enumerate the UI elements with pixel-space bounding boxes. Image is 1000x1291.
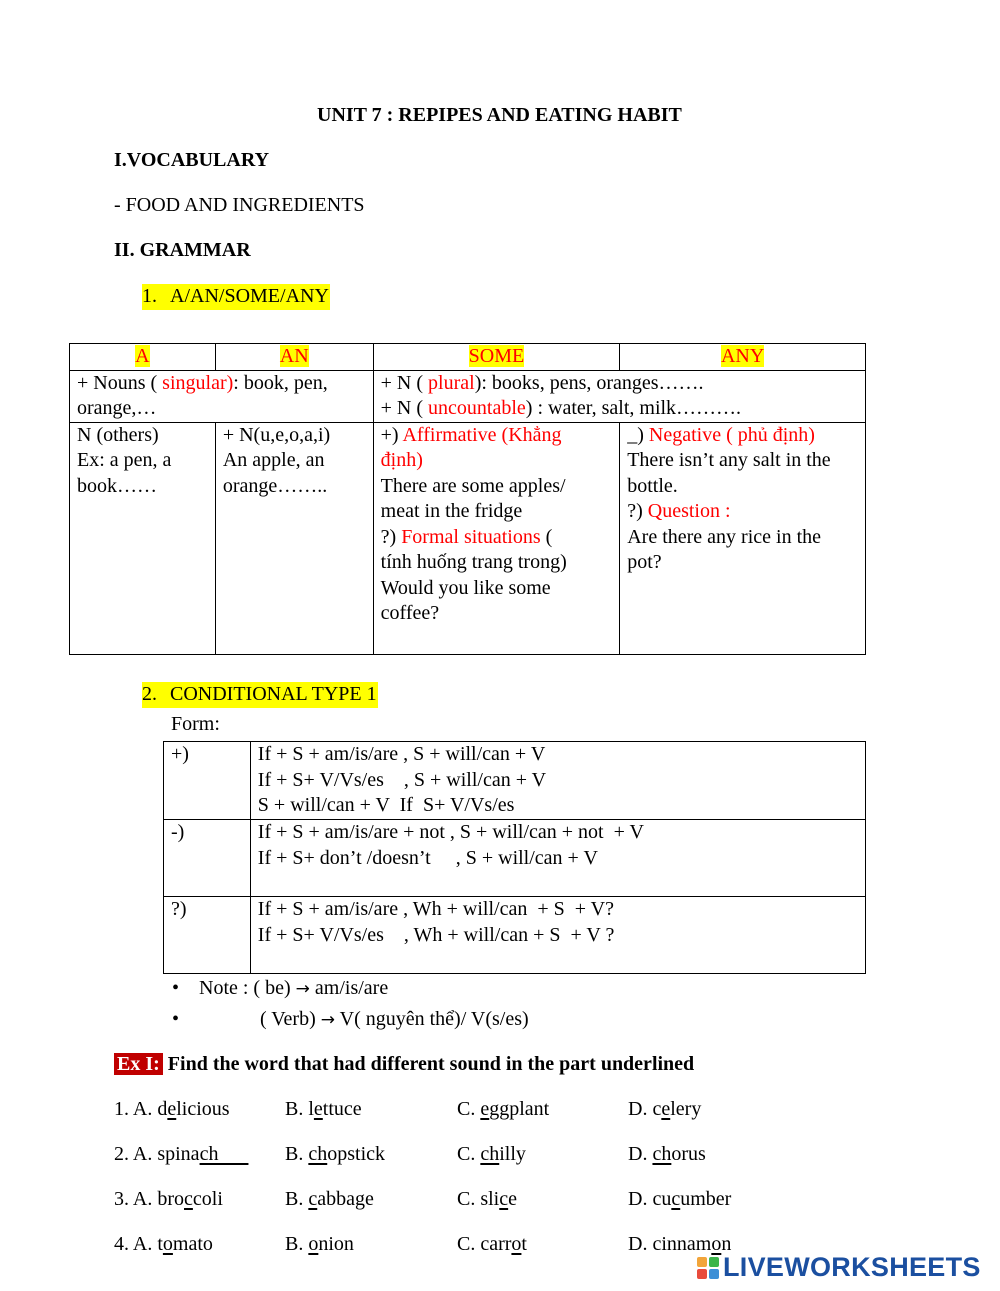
section-1-heading bbox=[142, 284, 330, 310]
underlined-part: c bbox=[184, 1188, 193, 1210]
underlined-part: o bbox=[511, 1233, 522, 1255]
liveworksheets-logo bbox=[697, 1252, 981, 1284]
logo-text: LIVEWORKSHEETS bbox=[723, 1252, 981, 1283]
section-2-heading bbox=[142, 682, 378, 708]
cell-a-an-nouns: + Nouns ( singular): book, pen, orange,… bbox=[70, 370, 374, 422]
conditional-forms: If + S + am/is/are + not , S + will/can + not + V If + S+ don’t /doesn’t , S + will/can + V bbox=[250, 820, 865, 897]
question-2-option-d: D. chorus bbox=[628, 1143, 706, 1165]
conditional-sign: ?) bbox=[164, 897, 251, 974]
articles-header-row bbox=[70, 344, 866, 371]
question-1-option-b: B. lettuce bbox=[285, 1098, 362, 1120]
section-1-number: 1. bbox=[142, 285, 157, 307]
conditional-row-negative bbox=[164, 820, 866, 897]
question-3-option-d: D. cucumber bbox=[628, 1188, 732, 1210]
header-any: ANY bbox=[620, 344, 866, 371]
conditional-row-positive bbox=[164, 742, 866, 820]
question-4-option-d: D. cinnamon bbox=[628, 1233, 732, 1255]
note-verb: • ( Verb) → V( nguyên thể)/ V(s/es) bbox=[172, 1008, 529, 1030]
conditional-table bbox=[163, 741, 866, 974]
underlined-part: ch bbox=[308, 1143, 328, 1165]
question-2-option-c: C. chilly bbox=[457, 1143, 526, 1165]
cell-an-usage: + N(u,e,o,a,i) An apple, an orange…….. bbox=[215, 422, 373, 654]
conditional-forms: If + S + am/is/are , S + will/can + V If + S+ V/Vs/es , S + will/can + V S + will/can + V If S+ V/Vs/es bbox=[250, 742, 865, 820]
cell-some-any-nouns: + N ( plural): books, pens, oranges……. + N ( uncountable) : water, salt, milk………. bbox=[373, 370, 865, 422]
articles-table bbox=[69, 343, 866, 655]
underlined-part: e bbox=[661, 1098, 671, 1120]
question-1-option-c: C. eggplant bbox=[457, 1098, 550, 1120]
question-2-option-a: 2. A. spinach bbox=[114, 1143, 249, 1165]
underlined-part: ch bbox=[480, 1143, 500, 1165]
exercise-label: Ex I: bbox=[114, 1053, 163, 1075]
section-2-number: 2. bbox=[142, 683, 157, 705]
underlined-part: e bbox=[313, 1098, 323, 1120]
header-an: AN bbox=[215, 344, 373, 371]
header-some: SOME bbox=[373, 344, 620, 371]
underlined-part: o bbox=[162, 1233, 173, 1255]
cell-a-usage: N (others) Ex: a pen, a book…… bbox=[70, 422, 216, 654]
underlined-part: e bbox=[480, 1098, 490, 1120]
underlined-part: e bbox=[167, 1098, 177, 1120]
underlined-part: ch bbox=[199, 1143, 249, 1165]
question-3-option-c: C. slice bbox=[457, 1188, 518, 1210]
conditional-forms: If + S + am/is/are , Wh + will/can + S + V? If + S+ V/Vs/es , Wh + will/can + S + V ? bbox=[250, 897, 865, 974]
underlined-part: c bbox=[308, 1188, 318, 1210]
question-3-option-a: 3. A. broccoli bbox=[114, 1188, 223, 1210]
conditional-row-question bbox=[164, 897, 866, 974]
question-4-option-c: C. carrot bbox=[457, 1233, 527, 1255]
articles-row-nouns bbox=[70, 370, 866, 422]
page-title: UNIT 7 : REPIPES AND EATING HABIT bbox=[317, 104, 682, 126]
underlined-part: c bbox=[499, 1188, 509, 1210]
cell-any-usage: _) Negative ( phủ định) There isn’t any salt in the bottle. ?) Question : Are there any rice in the pot? bbox=[620, 422, 866, 654]
articles-row-usage bbox=[70, 422, 866, 654]
question-1-option-a: 1. A. delicious bbox=[114, 1098, 230, 1120]
section-2-title: CONDITIONAL TYPE 1 bbox=[170, 683, 377, 705]
grammar-heading: II. GRAMMAR bbox=[114, 239, 251, 261]
cell-some-usage: +) Affirmative (Khẳng định) There are some apples/ meat in the fridge ?) Formal situations ( tính huống trang trong) Would you like some coffee? bbox=[373, 422, 620, 654]
underlined-part: c bbox=[671, 1188, 681, 1210]
vocabulary-heading: I.VOCABULARY bbox=[114, 149, 270, 171]
question-1-option-d: D. celery bbox=[628, 1098, 702, 1120]
exercise-instruction: Ex I: Find the word that had different sound in the part underlined bbox=[114, 1052, 694, 1078]
form-label: Form: bbox=[171, 713, 220, 735]
conditional-sign: +) bbox=[164, 742, 251, 820]
arrow-right-icon: → bbox=[320, 1010, 335, 1030]
section-1-title: A/AN/SOME/ANY bbox=[170, 285, 329, 307]
conditional-sign: -) bbox=[164, 820, 251, 897]
arrow-right-icon: → bbox=[295, 979, 310, 999]
question-3-option-b: B. cabbage bbox=[285, 1188, 374, 1210]
question-4-option-a: 4. A. tomato bbox=[114, 1233, 213, 1255]
underlined-part: o bbox=[711, 1233, 722, 1255]
header-a: A bbox=[70, 344, 216, 371]
logo-grid-icon bbox=[697, 1257, 719, 1279]
underlined-part: ch bbox=[652, 1143, 672, 1165]
question-4-option-b: B. onion bbox=[285, 1233, 354, 1255]
vocabulary-item: - FOOD AND INGREDIENTS bbox=[114, 194, 365, 216]
question-2-option-b: B. chopstick bbox=[285, 1143, 386, 1165]
note-be: • Note : ( be) → am/is/are bbox=[199, 976, 388, 1003]
underlined-part: o bbox=[308, 1233, 319, 1255]
